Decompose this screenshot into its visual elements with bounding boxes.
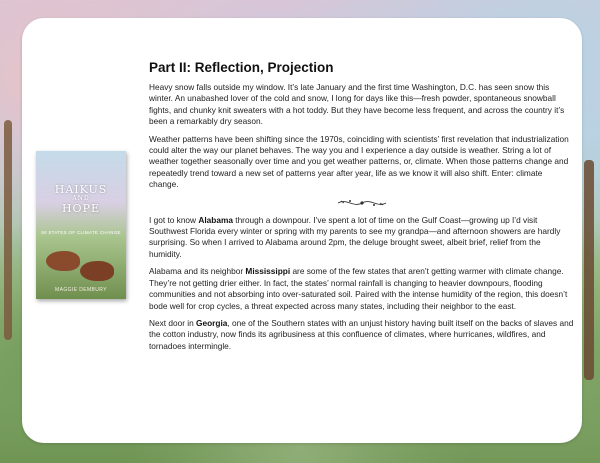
paragraph-1: Heavy snow falls outside my window. It’s late January and the first time Washington, D.C. has seen snow this winter. An unabashed lover of the cold and snow, I long for days like this—fresh powder, spontaneous snowball fights, and chunky knit sweaters with a hot toddy. But they have become less frequent, and across the country it’s been a remarkably dry season. [149, 82, 565, 127]
content-card [22, 18, 582, 443]
paragraph-5-text: Next door in [149, 317, 197, 328]
state-name-mississippi: Mississippi [245, 266, 291, 277]
state-name-alabama: Alabama [198, 214, 233, 225]
paragraph-4 [149, 266, 574, 312]
bison-illustration [46, 251, 80, 271]
book-cover-image [36, 151, 126, 299]
book-title-line-2: AND [72, 195, 90, 202]
paragraph-3-text: I got to know [149, 214, 199, 225]
page-title: Part II: Reflection, Projection [149, 60, 334, 75]
floral-divider-ornament-icon [149, 197, 574, 209]
article-body [149, 60, 574, 358]
paragraph-3-text-rest: through a downpour. I’ve spent a lot of time on the Gulf Coast—growing up I’d visit Southwest Florida every winter or spring with my parents to see my grandpa—and afternoon showers are hardly surprising. So when I arrived to Alabama around 2pm, the deluge brought sweet, albeit brief, relief from the humidity. [149, 214, 561, 259]
background-tree-right [584, 160, 594, 380]
bison-illustration [80, 261, 114, 281]
book-cover-author: MAGGIE DEMBURY [55, 287, 107, 293]
paragraph-5 [149, 318, 574, 352]
paragraph-4-text-rest: are some of the few states that aren’t getting warmer with climate change. They’re not getting drier either. In fact, the states’ normal rainfall is changing to heavier downpours, flooding communities and not absorbing into over-saturated soil. Paired with the intense humidity of the region, this doesn’t bode well for crop cycles, a threat expected across many states, including their neighbor to the east. [149, 266, 568, 311]
book-cover-title [36, 184, 126, 214]
book-cover-subtitle: 50 STATES OF CLIMATE CHANGE [41, 230, 121, 235]
paragraph-5-text-rest: , one of the Southern states with an unjust history having built itself on the backs of slaves and the cotton industry, now finds its agribusiness at this confluence of climates, where hurricanes, wildfires, and tornadoes intermingle. [149, 317, 574, 351]
background-tree-left [4, 120, 12, 340]
paragraph-3 [149, 215, 574, 261]
paragraph-4-text: Alabama and its neighbor [149, 266, 246, 277]
state-name-georgia: Georgia [196, 317, 228, 328]
paragraph-2: Weather patterns have been shifting since the 1970s, coinciding with scientists’ first revelation that industrialization could alter the way our planet behaves. The way you and I experience a day outside is weather. String a lot of weather together seasonally over time and you get weather patterns, or, climate. When those patterns change and repeatedly trend toward a new set of patterns year after year, life as we know it will also shift. Enter: climate change. [149, 133, 569, 190]
book-title-line-3: HOPE [61, 202, 101, 215]
book-title-line-1: HAIKUS [54, 183, 108, 196]
